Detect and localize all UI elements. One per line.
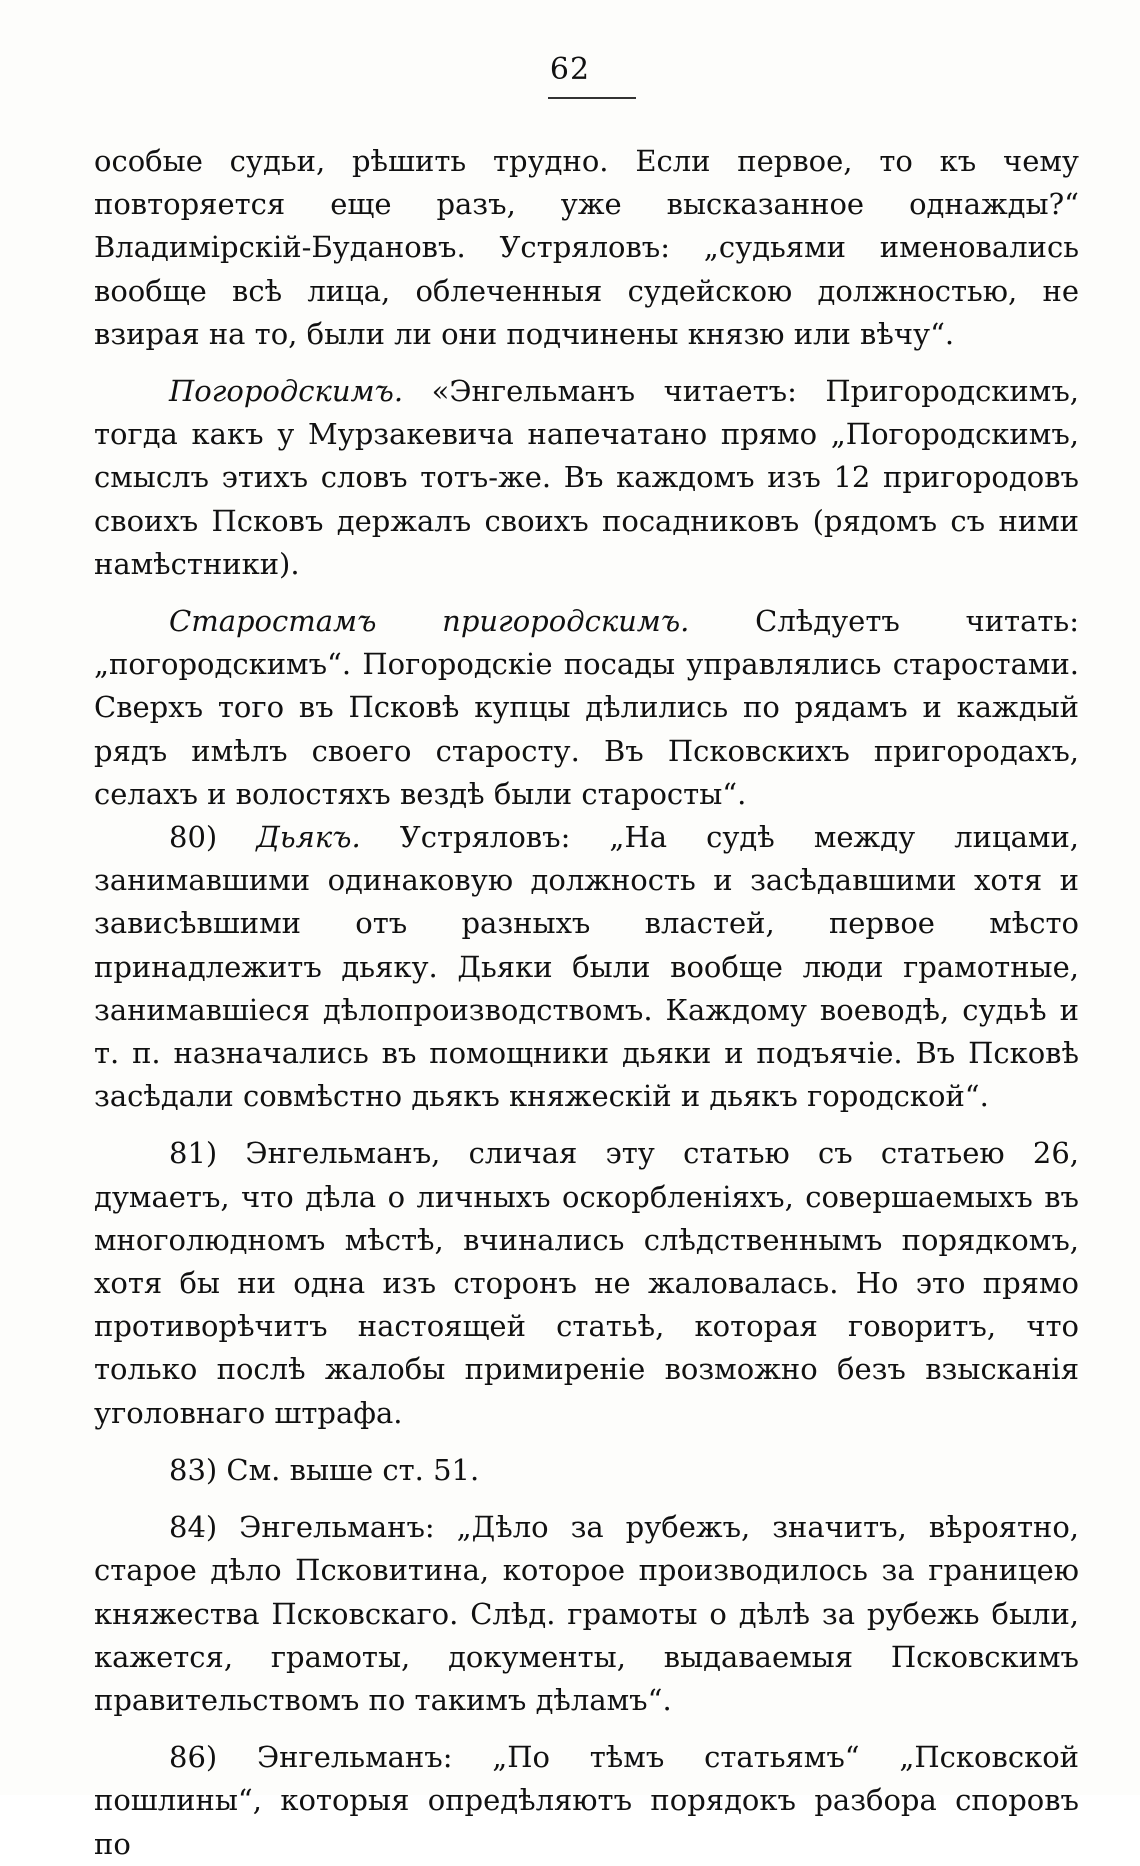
paragraph-pogorodskim bbox=[94, 370, 1079, 586]
page-number-underline bbox=[548, 97, 636, 99]
paragraph-note-83 bbox=[94, 1449, 1079, 1492]
note-number: 84) bbox=[169, 1510, 218, 1545]
paragraph-starostam bbox=[94, 600, 1079, 816]
paragraph-lead-term: Старостамъ пригородскимъ. bbox=[169, 604, 690, 639]
paragraph-text: особые судьи, рѣшить трудно. Если первое, то къ чему повторяется еще разъ, уже высказанное однажды?“ Владимірскій-Будановъ. Устряловъ: „судьями именовались вообще всѣ лица, облеченныя судейскою должностью, не взирая на то, были ли они подчинены князю или вѣчу“. bbox=[94, 144, 1079, 351]
paragraph-text: «Энгельманъ читаетъ: Пригородскимъ, тогда какъ у Мурзакевича напечатано прямо „Погородскимъ, смыслъ этихъ словъ тотъ-же. Въ каждомъ изъ 12 пригородовъ своихъ Псковъ держалъ своихъ посадниковъ (рядомъ съ ними намѣстники). bbox=[94, 374, 1079, 581]
page-text bbox=[94, 140, 1079, 1866]
note-number: 81) bbox=[169, 1136, 218, 1171]
paragraph-text: Энгельманъ: „По тѣмъ статьямъ“ „Псковской пошлины“, которыя опредѣляютъ порядокъ разбора споровъ по bbox=[94, 1740, 1079, 1861]
paragraph-note-81 bbox=[94, 1132, 1079, 1434]
note-number: 86) bbox=[169, 1740, 218, 1775]
paragraph-continuation bbox=[94, 140, 1079, 356]
paragraph-note-86 bbox=[94, 1736, 1079, 1866]
page-number: 62 bbox=[549, 52, 591, 87]
paragraph-text: Слѣдуетъ читать: „погородскимъ“. Погородскіе посады управлялись старостами. Сверхъ того въ Псковѣ купцы дѣлились по рядамъ и каждый рядъ имѣлъ своего старосту. Въ Псковскихъ пригородахъ, селахъ и волостяхъ вездѣ были старосты“. bbox=[94, 604, 1079, 811]
paragraph-text: Энгельманъ: „Дѣло за рубежъ, значитъ, вѣроятно, старое дѣло Псковитина, которое производилось за границею княжества Псковскаго. Слѣд. грамоты о дѣлѣ за рубежь были, кажется, грамоты, документы, выдаваемыя Псковскимъ правительствомъ по такимъ дѣламъ“. bbox=[94, 1510, 1079, 1717]
paragraph-text: См. выше ст. 51. bbox=[217, 1452, 480, 1487]
paragraph-note-84 bbox=[94, 1506, 1079, 1722]
paragraph-text: Устряловъ: „На судѣ между лицами, занимавшими одинаковую должность и засѣдавшими хотя и зависѣвшими отъ разныхъ властей, первое мѣсто принадлежитъ дьяку. Дьяки были вообще люди грамотные, занимавшіеся дѣлопроизводствомъ. Каждому воеводѣ, судьѣ и т. п. назначались въ помощники дьяки и подъячіе. Въ Псковѣ засѣдали совмѣстно дьякъ княжескій и дьякъ городской“. bbox=[94, 820, 1080, 1114]
note-number: 83) bbox=[169, 1452, 218, 1487]
paragraph-note-80 bbox=[94, 816, 1079, 1118]
paragraph-text: Энгельманъ, сличая эту статью съ статьею 26, думаетъ, что дѣла о личныхъ оскорбленіяхъ, совершаемыхъ въ многолюдномъ мѣстѣ, вчинались слѣдственнымъ порядкомъ, хотя бы ни одна изъ сторонъ не жаловалась. Но это прямо противорѣчитъ настоящей статьѣ, которая говоритъ, что только послѣ жалобы примиреніе возможно безъ взысканія уголовнаго штрафа. bbox=[94, 1136, 1079, 1430]
paragraph-lead-term: Погородскимъ. bbox=[169, 374, 404, 409]
paragraph-lead-term: Дьякъ. bbox=[256, 820, 361, 855]
note-number: 80) bbox=[169, 820, 218, 855]
